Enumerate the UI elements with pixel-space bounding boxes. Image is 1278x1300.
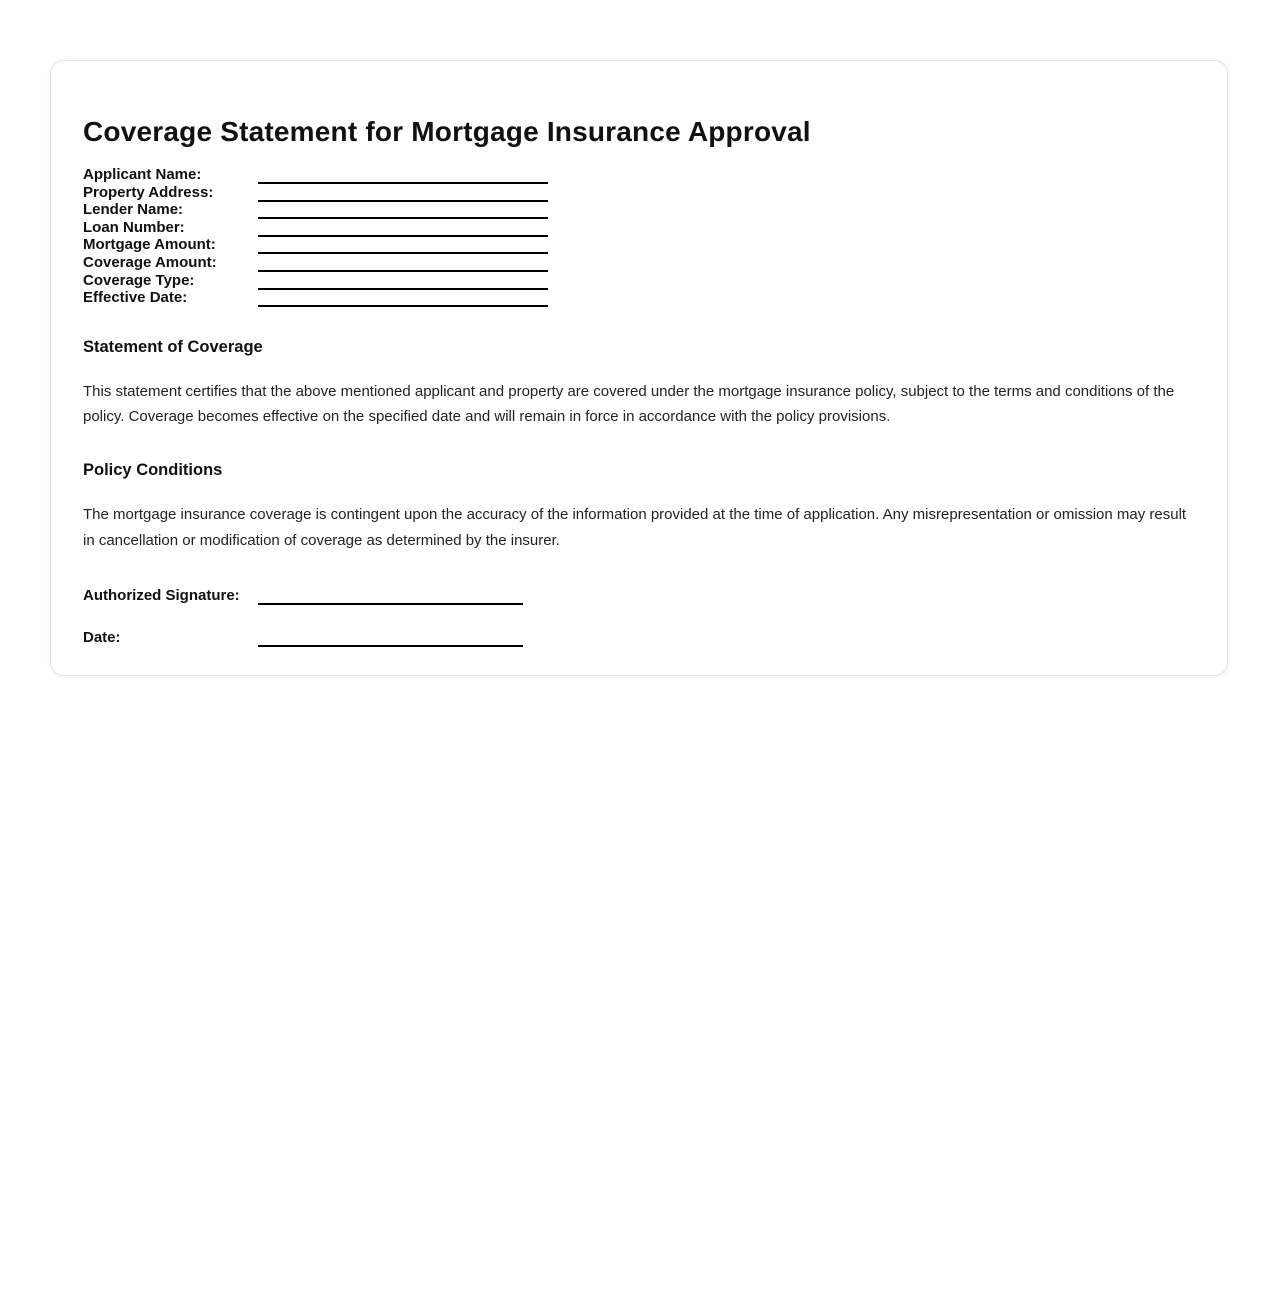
field-row-lender-name bbox=[83, 201, 1195, 219]
authorized-signature-label: Authorized Signature: bbox=[83, 587, 240, 605]
field-label-coverage-type: Coverage Type: bbox=[83, 271, 195, 289]
field-blank-line-mortgage-amount bbox=[258, 236, 548, 254]
form-fields bbox=[83, 166, 1195, 307]
field-label-coverage-amount: Coverage Amount: bbox=[83, 253, 217, 271]
date-row bbox=[83, 629, 1195, 647]
field-blank-line-coverage-type bbox=[258, 272, 548, 290]
section-body-policy-conditions: The mortgage insurance coverage is contingent upon the accuracy of the information provided at the time of application. Any misrepresentation or omission may result in cancellation or modification of coverage as determined by the insurer. bbox=[83, 505, 1187, 549]
section-body-statement-of-coverage: This statement certifies that the above mentioned applicant and property are covered under the mortgage insurance policy, subject to the terms and conditions of the policy. Coverage becomes effective on the specified date and will remain in force in accordance with the policy provisions. bbox=[83, 382, 1175, 426]
field-row-property-address bbox=[83, 184, 1195, 202]
field-label-mortgage-amount: Mortgage Amount: bbox=[83, 236, 216, 254]
field-blank-line-applicant-name bbox=[258, 166, 548, 184]
field-blank-line-coverage-amount bbox=[258, 254, 548, 272]
section-heading-policy-conditions: Policy Conditions bbox=[83, 460, 223, 479]
field-row-coverage-type bbox=[83, 272, 1195, 290]
section-heading-statement-of-coverage: Statement of Coverage bbox=[83, 337, 263, 356]
coverage-statement-card bbox=[50, 60, 1228, 676]
field-row-mortgage-amount bbox=[83, 236, 1195, 254]
page-title: Coverage Statement for Mortgage Insurance Approval bbox=[83, 116, 811, 147]
field-label-applicant-name: Applicant Name: bbox=[83, 166, 202, 183]
field-label-lender-name: Lender Name: bbox=[83, 201, 184, 219]
field-row-coverage-amount bbox=[83, 254, 1195, 272]
date-label: Date: bbox=[83, 629, 121, 647]
field-label-property-address: Property Address: bbox=[83, 183, 214, 201]
field-label-effective-date: Effective Date: bbox=[83, 289, 188, 307]
date-blank-line bbox=[258, 629, 523, 647]
field-blank-line-effective-date bbox=[258, 289, 548, 307]
field-blank-line-lender-name bbox=[258, 201, 548, 219]
signature-row bbox=[83, 587, 1195, 605]
field-label-loan-number: Loan Number: bbox=[83, 218, 185, 236]
field-blank-line-property-address bbox=[258, 184, 548, 202]
field-blank-line-loan-number bbox=[258, 219, 548, 237]
field-row-effective-date bbox=[83, 289, 1195, 307]
field-row-applicant-name bbox=[83, 166, 1195, 184]
authorized-signature-blank-line bbox=[258, 587, 523, 605]
field-row-loan-number bbox=[83, 219, 1195, 237]
